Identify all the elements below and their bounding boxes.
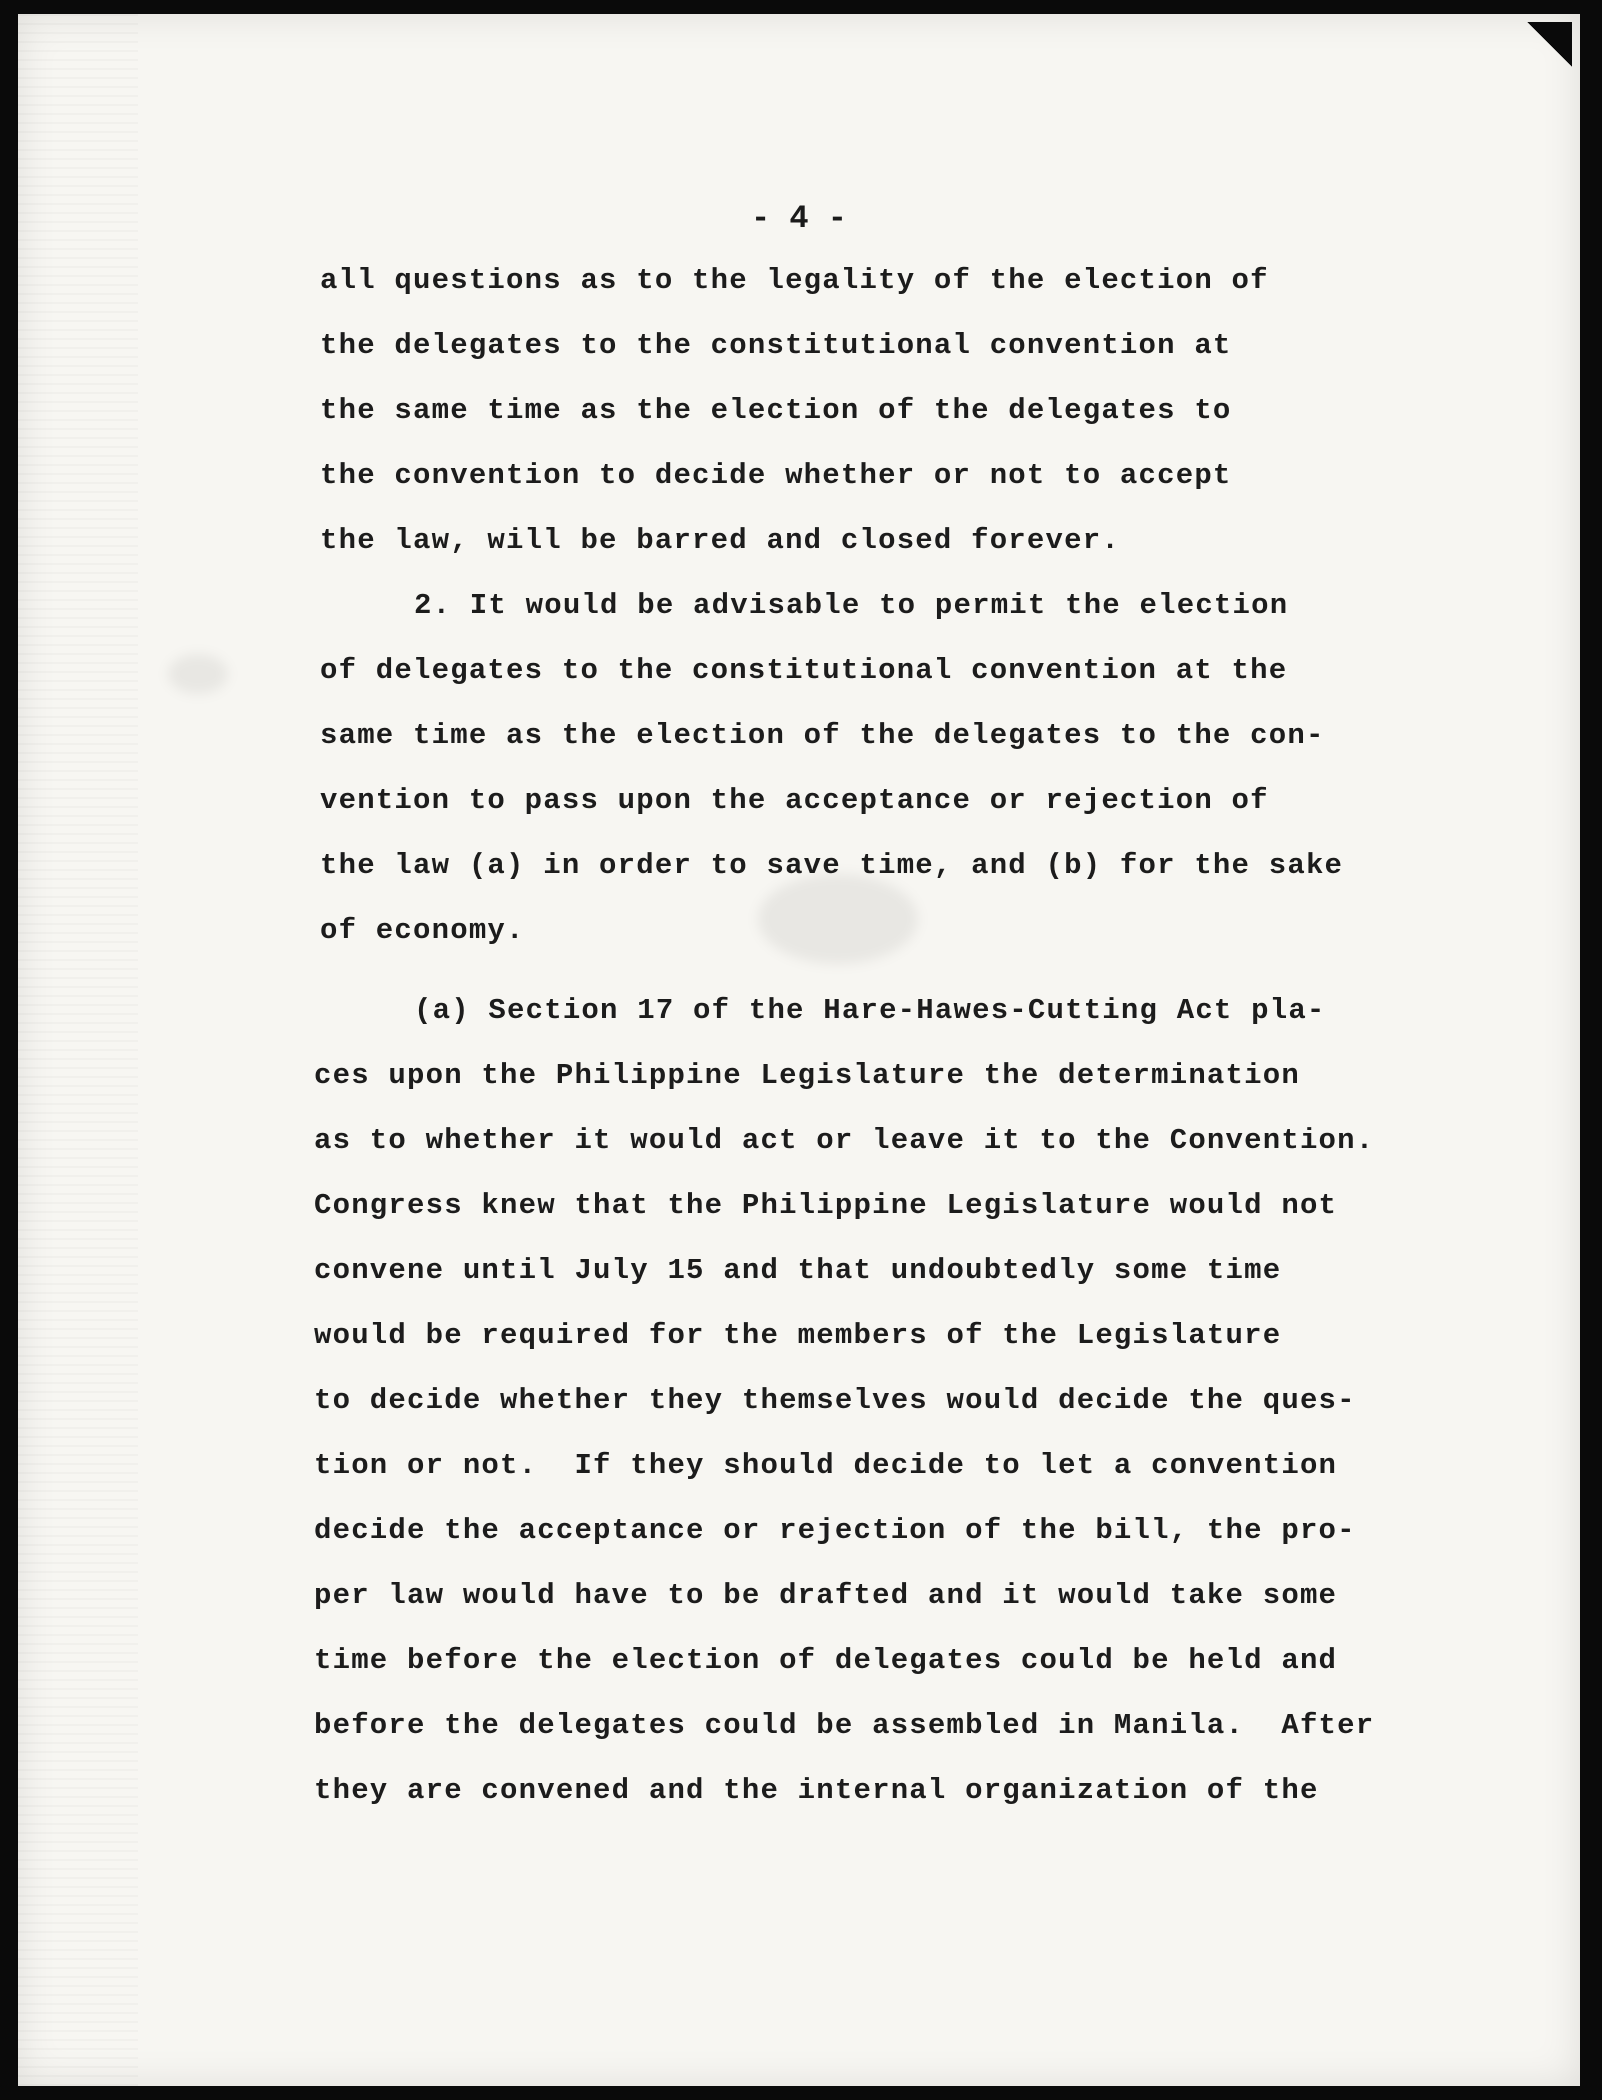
torn-corner [1512, 22, 1572, 112]
scanned-page [18, 14, 1580, 2086]
text-line: all questions as to the legality of the election of [320, 264, 1269, 297]
text-line: vention to pass upon the acceptance or rejection of [320, 784, 1269, 817]
text-line: to decide whether they themselves would decide the ques- [314, 1384, 1356, 1417]
text-line: the same time as the election of the delegates to [320, 394, 1232, 427]
text-line: convene until July 15 and that undoubtedly some time [314, 1254, 1282, 1287]
ink-smudge [168, 654, 228, 694]
text-line: the convention to decide whether or not to accept [320, 459, 1232, 492]
text-line: per law would have to be drafted and it would take some [314, 1579, 1338, 1612]
page-number: - 4 - [750, 200, 847, 237]
text-line: would be required for the members of the Legislature [314, 1319, 1282, 1352]
text-line: ces upon the Philippine Legislature the determination [314, 1059, 1300, 1092]
text-line: (a) Section 17 of the Hare-Hawes-Cutting Act pla- [414, 994, 1326, 1027]
text-line: Congress knew that the Philippine Legislature would not [314, 1189, 1338, 1222]
text-line: the law (a) in order to save time, and (b) for the sake [320, 849, 1344, 882]
scan-noise [18, 14, 138, 2086]
ink-smudge [758, 874, 918, 964]
text-line: 2. It would be advisable to permit the election [414, 589, 1289, 622]
text-line: as to whether it would act or leave it to the Convention. [314, 1124, 1375, 1157]
text-line: of delegates to the constitutional convention at the [320, 654, 1288, 687]
text-line: time before the election of delegates could be held and [314, 1644, 1338, 1677]
text-line: of economy. [320, 914, 525, 947]
text-line: they are convened and the internal organization of the [314, 1774, 1319, 1807]
text-line: the delegates to the constitutional convention at [320, 329, 1232, 362]
text-line: the law, will be barred and closed forever. [320, 524, 1120, 557]
text-line: tion or not. If they should decide to let a convention [314, 1449, 1338, 1482]
text-line: decide the acceptance or rejection of the bill, the pro- [314, 1514, 1356, 1547]
text-line: same time as the election of the delegates to the con- [320, 719, 1325, 752]
text-line: before the delegates could be assembled in Manila. After [314, 1709, 1375, 1742]
